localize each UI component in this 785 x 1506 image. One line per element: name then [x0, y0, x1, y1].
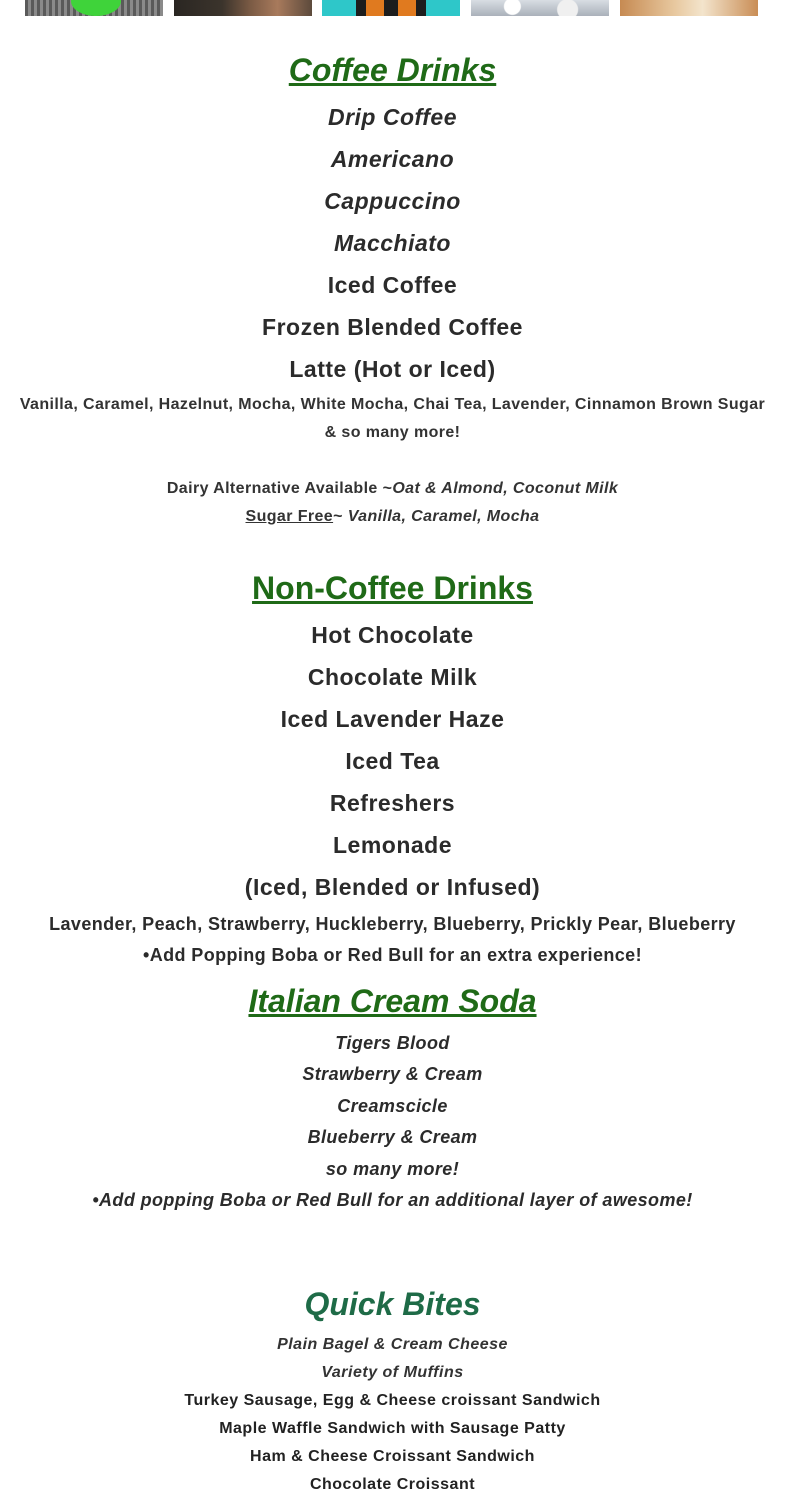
coffee-item: Iced Coffee: [327, 272, 458, 298]
coffee-item: Drip Coffee: [327, 104, 458, 130]
drink-photo-dark[interactable]: [174, 0, 312, 16]
sugar-free-options: [0, 509, 785, 525]
sugar-free-separator: ~: [333, 508, 348, 525]
drink-photo-latte[interactable]: [620, 0, 758, 16]
non-coffee-item: Chocolate Milk: [307, 664, 478, 690]
coffee-heading: Coffee Drinks: [288, 52, 497, 88]
non-coffee-item: (Iced, Blended or Infused): [244, 874, 541, 900]
dairy-alternatives: [0, 481, 785, 497]
non-coffee-item: Refreshers: [329, 790, 456, 816]
italian-soda-item: Creamscicle: [337, 1096, 448, 1116]
coffee-flavors-more: & so many more!: [324, 424, 461, 441]
non-coffee-item: Iced Lavender Haze: [280, 706, 505, 732]
coffee-item: Latte (Hot or Iced): [289, 356, 496, 382]
drink-photo-orange-cup[interactable]: [322, 0, 460, 16]
quick-bite-item: Chocolate Croissant: [309, 1476, 476, 1493]
non-coffee-addon: •Add Popping Boba or Red Bull for an extra experience!: [143, 945, 642, 965]
coffee-flavors: Vanilla, Caramel, Hazelnut, Mocha, White Mocha, Chai Tea, Lavender, Cinnamon Brown Sugar: [19, 396, 766, 413]
italian-soda-item: so many more!: [325, 1159, 460, 1179]
quick-bite-item: Plain Bagel & Cream Cheese: [277, 1336, 508, 1353]
italian-soda-item: Blueberry & Cream: [307, 1127, 478, 1147]
sugar-free-flavors: Vanilla, Caramel, Mocha: [347, 508, 540, 525]
italian-soda-item: Strawberry & Cream: [302, 1064, 483, 1084]
quick-bite-item: Ham & Cheese Croissant Sandwich: [250, 1448, 535, 1465]
italian-soda-item: Tigers Blood: [335, 1033, 450, 1053]
sugar-free-label: Sugar Free: [245, 508, 334, 525]
drink-photo-whipped[interactable]: [471, 0, 609, 16]
non-coffee-item: Iced Tea: [345, 748, 440, 774]
non-coffee-heading: Non-Coffee Drinks: [252, 570, 533, 606]
quick-bite-item: Variety of Muffins: [321, 1364, 464, 1381]
coffee-item: Frozen Blended Coffee: [262, 314, 523, 340]
coffee-item: Cappuccino: [324, 188, 461, 214]
non-coffee-item: Lemonade: [332, 832, 453, 858]
dairy-options: Oat & Almond, Coconut Milk: [392, 480, 619, 497]
italian-soda-heading: Italian Cream Soda: [248, 983, 537, 1019]
photo-strip: [25, 0, 765, 16]
italian-soda-addon: •Add popping Boba or Red Bull for an additional layer of awesome!: [92, 1190, 693, 1210]
quick-bites-heading: Quick Bites: [304, 1286, 481, 1322]
coffee-item: Americano: [330, 146, 455, 172]
dairy-label: Dairy Alternative Available ~: [166, 480, 393, 497]
drink-photo-green[interactable]: [25, 0, 163, 16]
quick-bite-item: Maple Waffle Sandwich with Sausage Patty: [219, 1420, 566, 1437]
quick-bite-item: Turkey Sausage, Egg & Cheese croissant Sandwich: [184, 1392, 601, 1409]
coffee-item: Macchiato: [334, 230, 451, 256]
non-coffee-flavors: Lavender, Peach, Strawberry, Huckleberry, Blueberry, Prickly Pear, Blueberry: [49, 914, 736, 934]
non-coffee-item: Hot Chocolate: [311, 622, 474, 648]
